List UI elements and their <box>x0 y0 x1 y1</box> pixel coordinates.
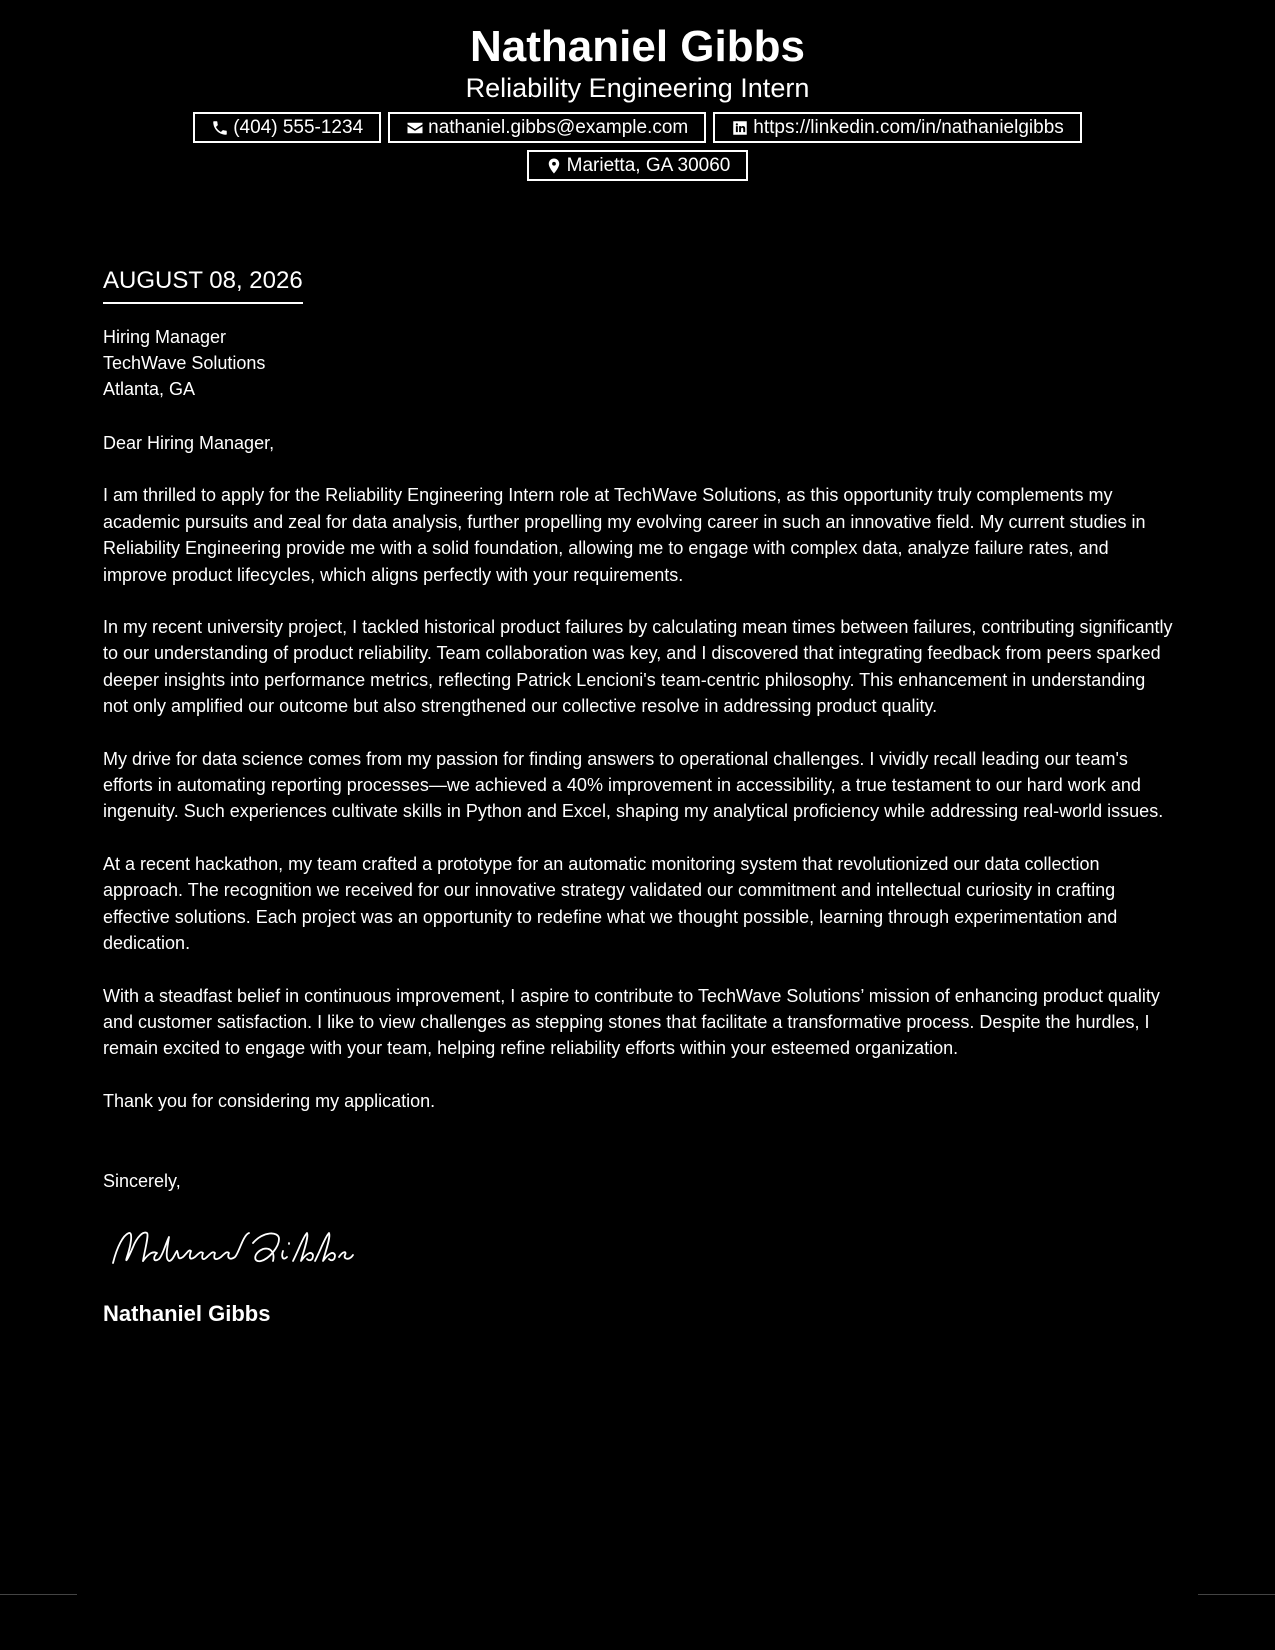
contact-row <box>0 112 1275 143</box>
linkedin-icon <box>731 119 749 137</box>
map-marker-icon <box>545 157 563 175</box>
signer-name: Nathaniel Gibbs <box>103 1300 271 1326</box>
salutation: Dear Hiring Manager, <box>103 433 275 453</box>
applicant-title: Reliability Engineering Intern <box>465 73 810 103</box>
footer-divider-right <box>1198 1594 1275 1595</box>
letter-body <box>103 264 1173 1327</box>
letter-header <box>0 22 1275 181</box>
phone-text: (404) 555-1234 <box>233 117 364 138</box>
contact-row-location <box>0 150 1275 181</box>
recipient-company: TechWave Solutions <box>103 353 266 373</box>
email-text: nathaniel.gibbs@example.com <box>428 117 689 138</box>
body-paragraph: Thank you for considering my application. <box>103 1090 436 1111</box>
envelope-icon <box>406 119 424 137</box>
body-paragraph: At a recent hackathon, my team crafted a prototype for an automatic monitoring system that revolutionized our data collection approach. The recognition we received for our innovative strategy validated our commitment and intellectual curiosity in crafting effective solutions. Each project was an opportunity to redefine what we thought possible, learning through experimentation and dedication. <box>103 853 1118 954</box>
footer-divider-left <box>0 1594 77 1595</box>
handwritten-signature <box>103 1223 363 1275</box>
location-contact <box>527 150 749 181</box>
body-paragraph: In my recent university project, I tackled historical product failures by calculating mean times between failures, contributing significantly to our understanding of product reliability. Team collaboration was key, and I discovered that integrating feedback from peers sparked deeper insights into performance metrics, reflecting Patrick Lencioni's team-centric philosophy. This enhancement in understanding not only amplified our outcome but also strengthened our collective resolve in addressing product quality. <box>103 617 1173 717</box>
letter-date: AUGUST 08, 2026 <box>103 264 303 304</box>
recipient-name: Hiring Manager <box>103 327 227 347</box>
recipient-location: Atlanta, GA <box>103 379 196 399</box>
email-contact[interactable] <box>388 112 706 143</box>
phone-contact[interactable] <box>193 112 381 143</box>
applicant-name: Nathaniel Gibbs <box>470 22 805 71</box>
recipient-block <box>103 324 1173 402</box>
phone-icon <box>211 119 229 137</box>
linkedin-contact[interactable] <box>713 112 1082 143</box>
body-paragraph: With a steadfast belief in continuous improvement, I aspire to contribute to TechWave Solutions’ mission of enhancing product quality and customer satisfaction. I like to view challenges as stepping stones that facilitate a transformative process. Despite the hurdles, I remain excited to engage with your team, helping refine reliability efforts within your esteemed organization. <box>103 985 1160 1059</box>
signature-image <box>103 1223 363 1275</box>
location-text: Marietta, GA 30060 <box>566 155 731 176</box>
closing: Sincerely, <box>103 1171 181 1192</box>
body-paragraph: My drive for data science comes from my passion for finding answers to operational challenges. I vividly recall leading our team's efforts in automating reporting processes—we achieved a 40% improvement in accessibility, a true testament to our hard work and ingenuity. Such experiences cultivate skills in Python and Excel, shaping my analytical proficiency while addressing real-world issues. <box>103 748 1164 822</box>
linkedin-text: https://linkedin.com/in/nathanielgibbs <box>753 117 1064 138</box>
body-paragraph: I am thrilled to apply for the Reliability Engineering Intern role at TechWave Solutions, as this opportunity truly complements my academic pursuits and zeal for data analysis, further propelling my evolving career in such an innovative field. My current studies in Reliability Engineering provide me with a solid foundation, allowing me to engage with complex data, analyze failure rates, and improve product lifecycles, which aligns perfectly with your requirements. <box>103 485 1146 585</box>
